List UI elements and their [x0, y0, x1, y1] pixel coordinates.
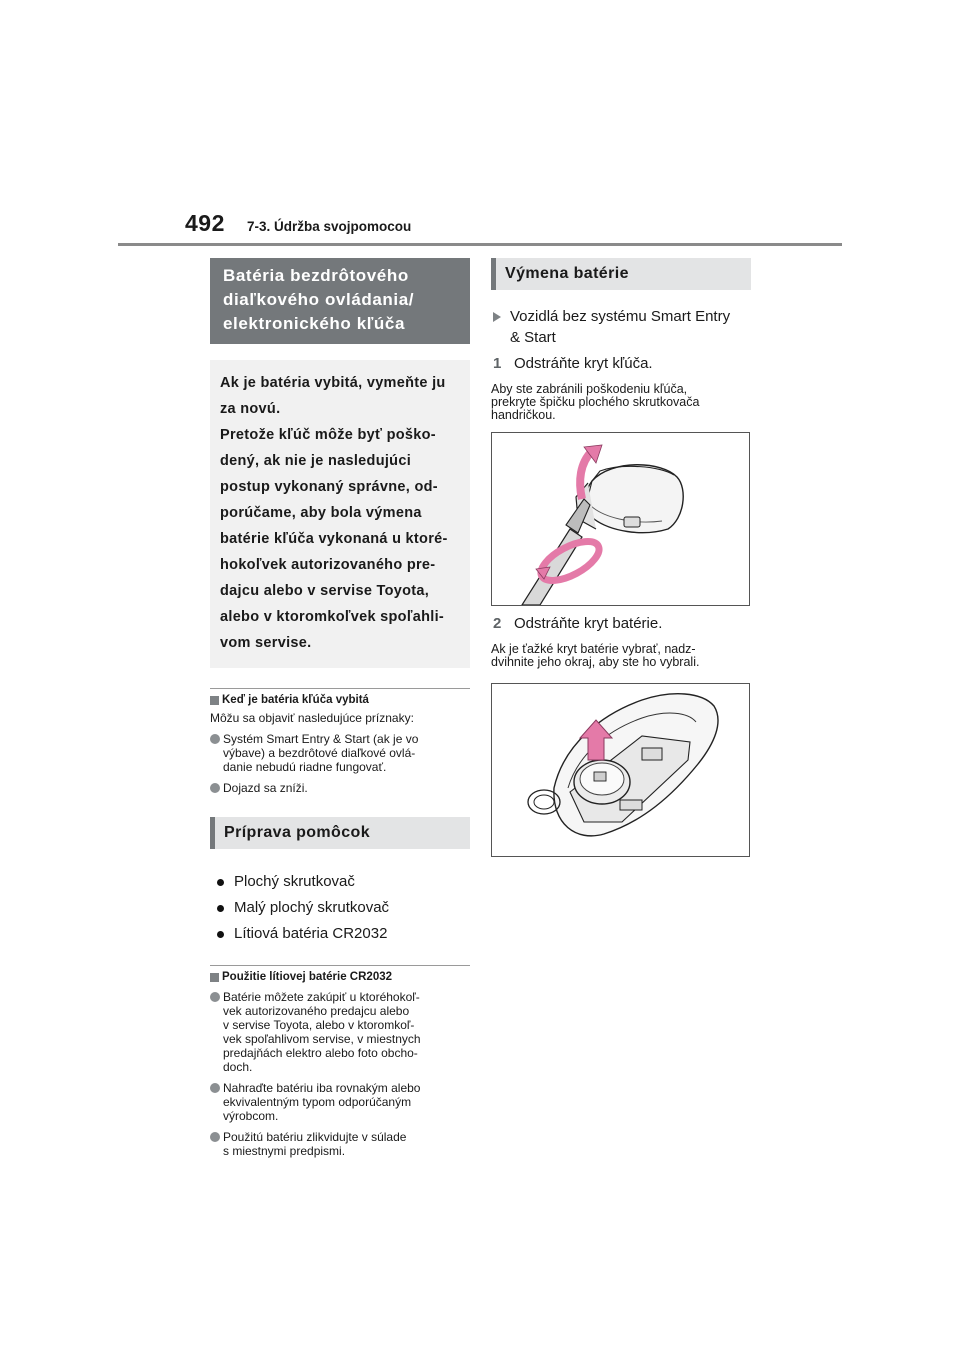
tool-label: Malý plochý skrutkovač	[234, 899, 390, 916]
summary-line: dený, ak nie je nasledujúci	[220, 453, 412, 469]
condition-line: Vozidlá bez systému Smart Entry	[510, 308, 731, 325]
bullet-icon	[217, 879, 224, 886]
circle-bullet-icon	[210, 734, 220, 744]
note-title-dead-battery	[210, 694, 470, 706]
step-text: Odstráňte kryt batérie.	[514, 615, 663, 632]
summary-line: batérie kľúča vykonaná u ktoré-	[220, 531, 448, 547]
condition-line: & Start	[510, 329, 556, 346]
vehicle-condition	[491, 306, 751, 348]
main-title-line: elektronického kľúča	[223, 314, 406, 333]
list-item-line: vek spoľahlivom servise, v miestnych	[223, 1032, 421, 1046]
section-heading-tools	[210, 817, 470, 849]
step-note	[491, 643, 751, 669]
summary-line: vom servise.	[220, 635, 312, 651]
list-item-line: Dojazd sa zníži.	[223, 781, 308, 795]
right-column	[491, 258, 751, 857]
list-item-line: doch.	[223, 1060, 253, 1074]
main-title-line: Batéria bezdrôtového	[223, 266, 409, 285]
circle-bullet-icon	[210, 783, 220, 793]
list-item-line: vek autorizovaného predajcu alebo	[223, 1004, 410, 1018]
step-number: 2	[493, 615, 502, 632]
list-item-line: predajňách elektro alebo foto obcho-	[223, 1046, 418, 1060]
summary-line: Ak je batéria vybitá, vymeňte ju	[220, 375, 446, 391]
list-item	[210, 1130, 470, 1158]
list-item-line: Systém Smart Entry & Start (ak je vo	[223, 732, 419, 746]
circle-bullet-icon	[210, 1132, 220, 1142]
step-text: Odstráňte kryt kľúča.	[514, 355, 653, 372]
tool-list	[210, 869, 470, 947]
figure-remove-key-cover	[491, 432, 750, 606]
heading-accent	[210, 817, 215, 849]
list-item-line: Nahraďte batériu iba rovnakým alebo	[223, 1081, 421, 1095]
header-rule	[118, 243, 842, 246]
section-reference: 7-3. Údržba svojpomocou	[247, 219, 412, 234]
page-number: 492	[185, 210, 225, 236]
tool-label: Lítiová batéria CR2032	[234, 925, 388, 942]
tool-label: Plochý skrutkovač	[234, 873, 355, 890]
circle-bullet-icon	[210, 992, 220, 1002]
square-bullet-icon	[210, 973, 219, 982]
step-number: 1	[493, 355, 502, 372]
step-1	[491, 354, 751, 374]
list-item-line: s miestnymi predpismi.	[223, 1144, 346, 1158]
summary-line: porúčame, aby bola výmena	[220, 505, 422, 521]
summary-line: Pretože kľúč môže byť poško-	[220, 427, 436, 443]
bullet-icon	[217, 931, 224, 938]
main-title-line: diaľkového ovládania/	[223, 290, 415, 309]
note-divider	[210, 965, 470, 966]
bullet-icon	[217, 905, 224, 912]
step-note-line: Ak je ťažké kryt batérie vybrať, nadz-	[491, 642, 696, 656]
list-item-line: ekvivalentným typom odporúčaným	[223, 1095, 412, 1109]
note-title-cr2032	[210, 971, 470, 983]
step-note-line: Aby ste zabránili poškodeniu kľúča,	[491, 382, 688, 396]
summary-line: za novú.	[220, 401, 281, 417]
step-note	[491, 383, 751, 422]
left-column	[210, 258, 470, 1158]
key-cover-illustration	[492, 433, 749, 605]
heading-accent	[491, 258, 496, 290]
triangle-bullet-icon	[493, 312, 501, 322]
summary-line: dajcu alebo v servise Toyota,	[220, 583, 430, 599]
summary-line: postup vykonaný správne, od-	[220, 479, 438, 495]
main-title	[210, 258, 470, 344]
list-item	[210, 732, 470, 774]
figure-remove-battery-cover	[491, 683, 750, 857]
note-text: Môžu sa objaviť nasledujúce príznaky:	[210, 711, 414, 725]
list-item-line: danie nebudú riadne fungovať.	[223, 760, 387, 774]
list-item-line: Použitú batériu zlikvidujte v súlade	[223, 1130, 407, 1144]
square-bullet-icon	[210, 696, 219, 705]
section-heading-replacement	[491, 258, 751, 290]
summary-line: alebo v ktoromkoľvek spoľahli-	[220, 609, 445, 625]
step-note-line: handričkou.	[491, 408, 556, 422]
circle-bullet-icon	[210, 1083, 220, 1093]
step-2	[491, 614, 751, 634]
step-note-line: dvihnite jeho okraj, aby ste ho vybrali.	[491, 655, 700, 669]
section-heading-text: Výmena batérie	[505, 265, 629, 282]
list-item-line: Batérie môžete zakúpiť u ktoréhokoľ-	[223, 990, 420, 1004]
section-heading-text: Príprava pomôcok	[224, 824, 371, 841]
list-item	[210, 990, 470, 1074]
list-item	[217, 921, 470, 947]
step-note-line: prekryte špičku plochého skrutkovača	[491, 395, 700, 409]
list-item	[210, 1081, 470, 1123]
note-title-text: Keď je batéria kľúča vybitá	[222, 694, 369, 706]
note-title-text: Použitie lítiovej batérie CR2032	[222, 971, 393, 983]
list-item-line: v servise Toyota, alebo v ktoromkoľ-	[223, 1018, 415, 1032]
summary-box	[210, 360, 470, 668]
battery-illustration	[492, 684, 749, 856]
list-item-line: výrobcom.	[223, 1109, 279, 1123]
list-item	[217, 895, 470, 921]
list-item-line: výbave) a bezdrôtové diaľkové ovlá-	[223, 746, 416, 760]
summary-line: hokoľvek autorizovaného pre-	[220, 557, 436, 573]
note-divider	[210, 688, 470, 689]
list-item	[217, 869, 470, 895]
list-item	[210, 781, 470, 795]
